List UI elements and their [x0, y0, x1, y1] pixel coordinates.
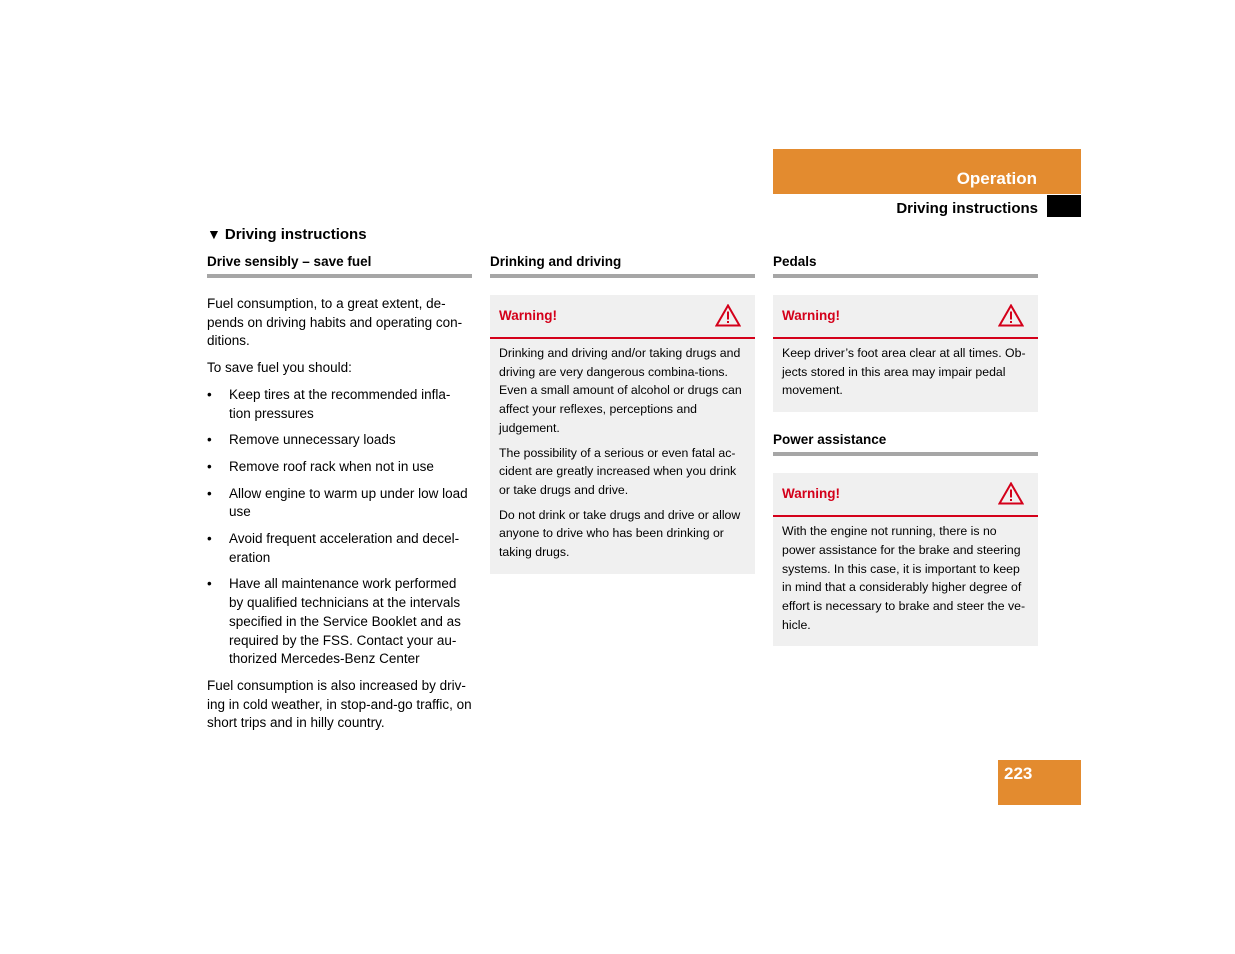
chapter-title: Operation — [956, 169, 1037, 188]
list-item: • Allow engine to warm up under low load use — [207, 485, 468, 520]
section-heading-text: Driving instructions — [224, 226, 367, 243]
warning-body — [490, 339, 755, 574]
fuel-tips-list — [207, 386, 472, 669]
warning-box-pedals — [773, 295, 1038, 412]
warning-body — [773, 339, 1038, 412]
warning-header — [773, 295, 1038, 339]
warning-box-power — [773, 473, 1038, 646]
paragraph-outro: Fuel consumption is also increased by driv-ing in cold weather, in stop-and-go traffic, on short trips and in hilly country. — [207, 677, 472, 731]
page-number-box — [998, 760, 1081, 805]
warning-paragraph: Drinking and driving and/or taking drugs and driving are very dangerous combina-tions. Even a small amount of alcohol or drugs can affect your reflexes, perceptions and judgement. — [499, 346, 742, 435]
warning-triangle-icon — [715, 304, 741, 327]
warning-paragraph: Keep driver’s foot area clear at all times. Ob-jects stored in this area may impair pedal movement. — [782, 346, 1026, 398]
page-number: 223 — [1004, 764, 1033, 783]
warning-label: Warning! — [782, 486, 840, 502]
warning-label: Warning! — [782, 308, 840, 323]
list-item: • Avoid frequent acceleration and decel-eration — [207, 531, 460, 565]
list-item: • Remove roof rack when not in use — [207, 458, 434, 474]
warning-triangle-icon — [998, 482, 1024, 505]
triangle-down-icon: ▼ — [207, 226, 221, 242]
running-section-title: Driving instructions — [896, 200, 1038, 217]
subheading-pedals: Pedals — [773, 253, 1038, 278]
warning-body — [773, 517, 1038, 646]
warning-paragraph: Do not drink or take drugs and drive or allow anyone to drive who has been drinking or taking drugs. — [499, 507, 741, 560]
warning-triangle-icon — [998, 304, 1024, 327]
section-heading — [207, 226, 367, 243]
column-drinking — [490, 253, 755, 574]
warning-label: Warning! — [499, 308, 557, 323]
warning-header — [490, 295, 755, 339]
chapter-tab — [773, 149, 1081, 194]
warning-header — [773, 473, 1038, 517]
warning-paragraph: With the engine not running, there is no power assistance for the brake and steering systems. In this case, it is important to keep in mind that a considerably higher degree of effort is necessary to brake and steer the ve-hicle. — [782, 524, 1026, 632]
list-item: • Have all maintenance work performed by qualified technicians at the intervals specified in the Service Booklet and as required by the FSS. Contact your au-thorized Mercedes-Benz Center — [207, 576, 461, 667]
warning-paragraph: The possibility of a serious or even fatal ac-cident are greatly increased when you drink or take drugs and drive. — [499, 445, 737, 497]
subheading-fuel: Drive sensibly – save fuel — [207, 253, 472, 278]
column-pedals-power — [773, 253, 1038, 646]
paragraph-intro: Fuel consumption, to a great extent, de-pends on driving habits and operating con-ditions. — [207, 296, 463, 349]
subheading-drinking: Drinking and driving — [490, 253, 755, 278]
list-item: • Keep tires at the recommended infla-tion pressures — [207, 386, 451, 421]
column-fuel — [207, 253, 472, 741]
section-marker-block — [1047, 195, 1081, 217]
warning-box-drinking — [490, 295, 755, 574]
list-item: • Remove unnecessary loads — [207, 432, 396, 448]
paragraph-lead: To save fuel you should: — [207, 360, 352, 376]
subheading-power-assistance: Power assistance — [773, 431, 1038, 456]
